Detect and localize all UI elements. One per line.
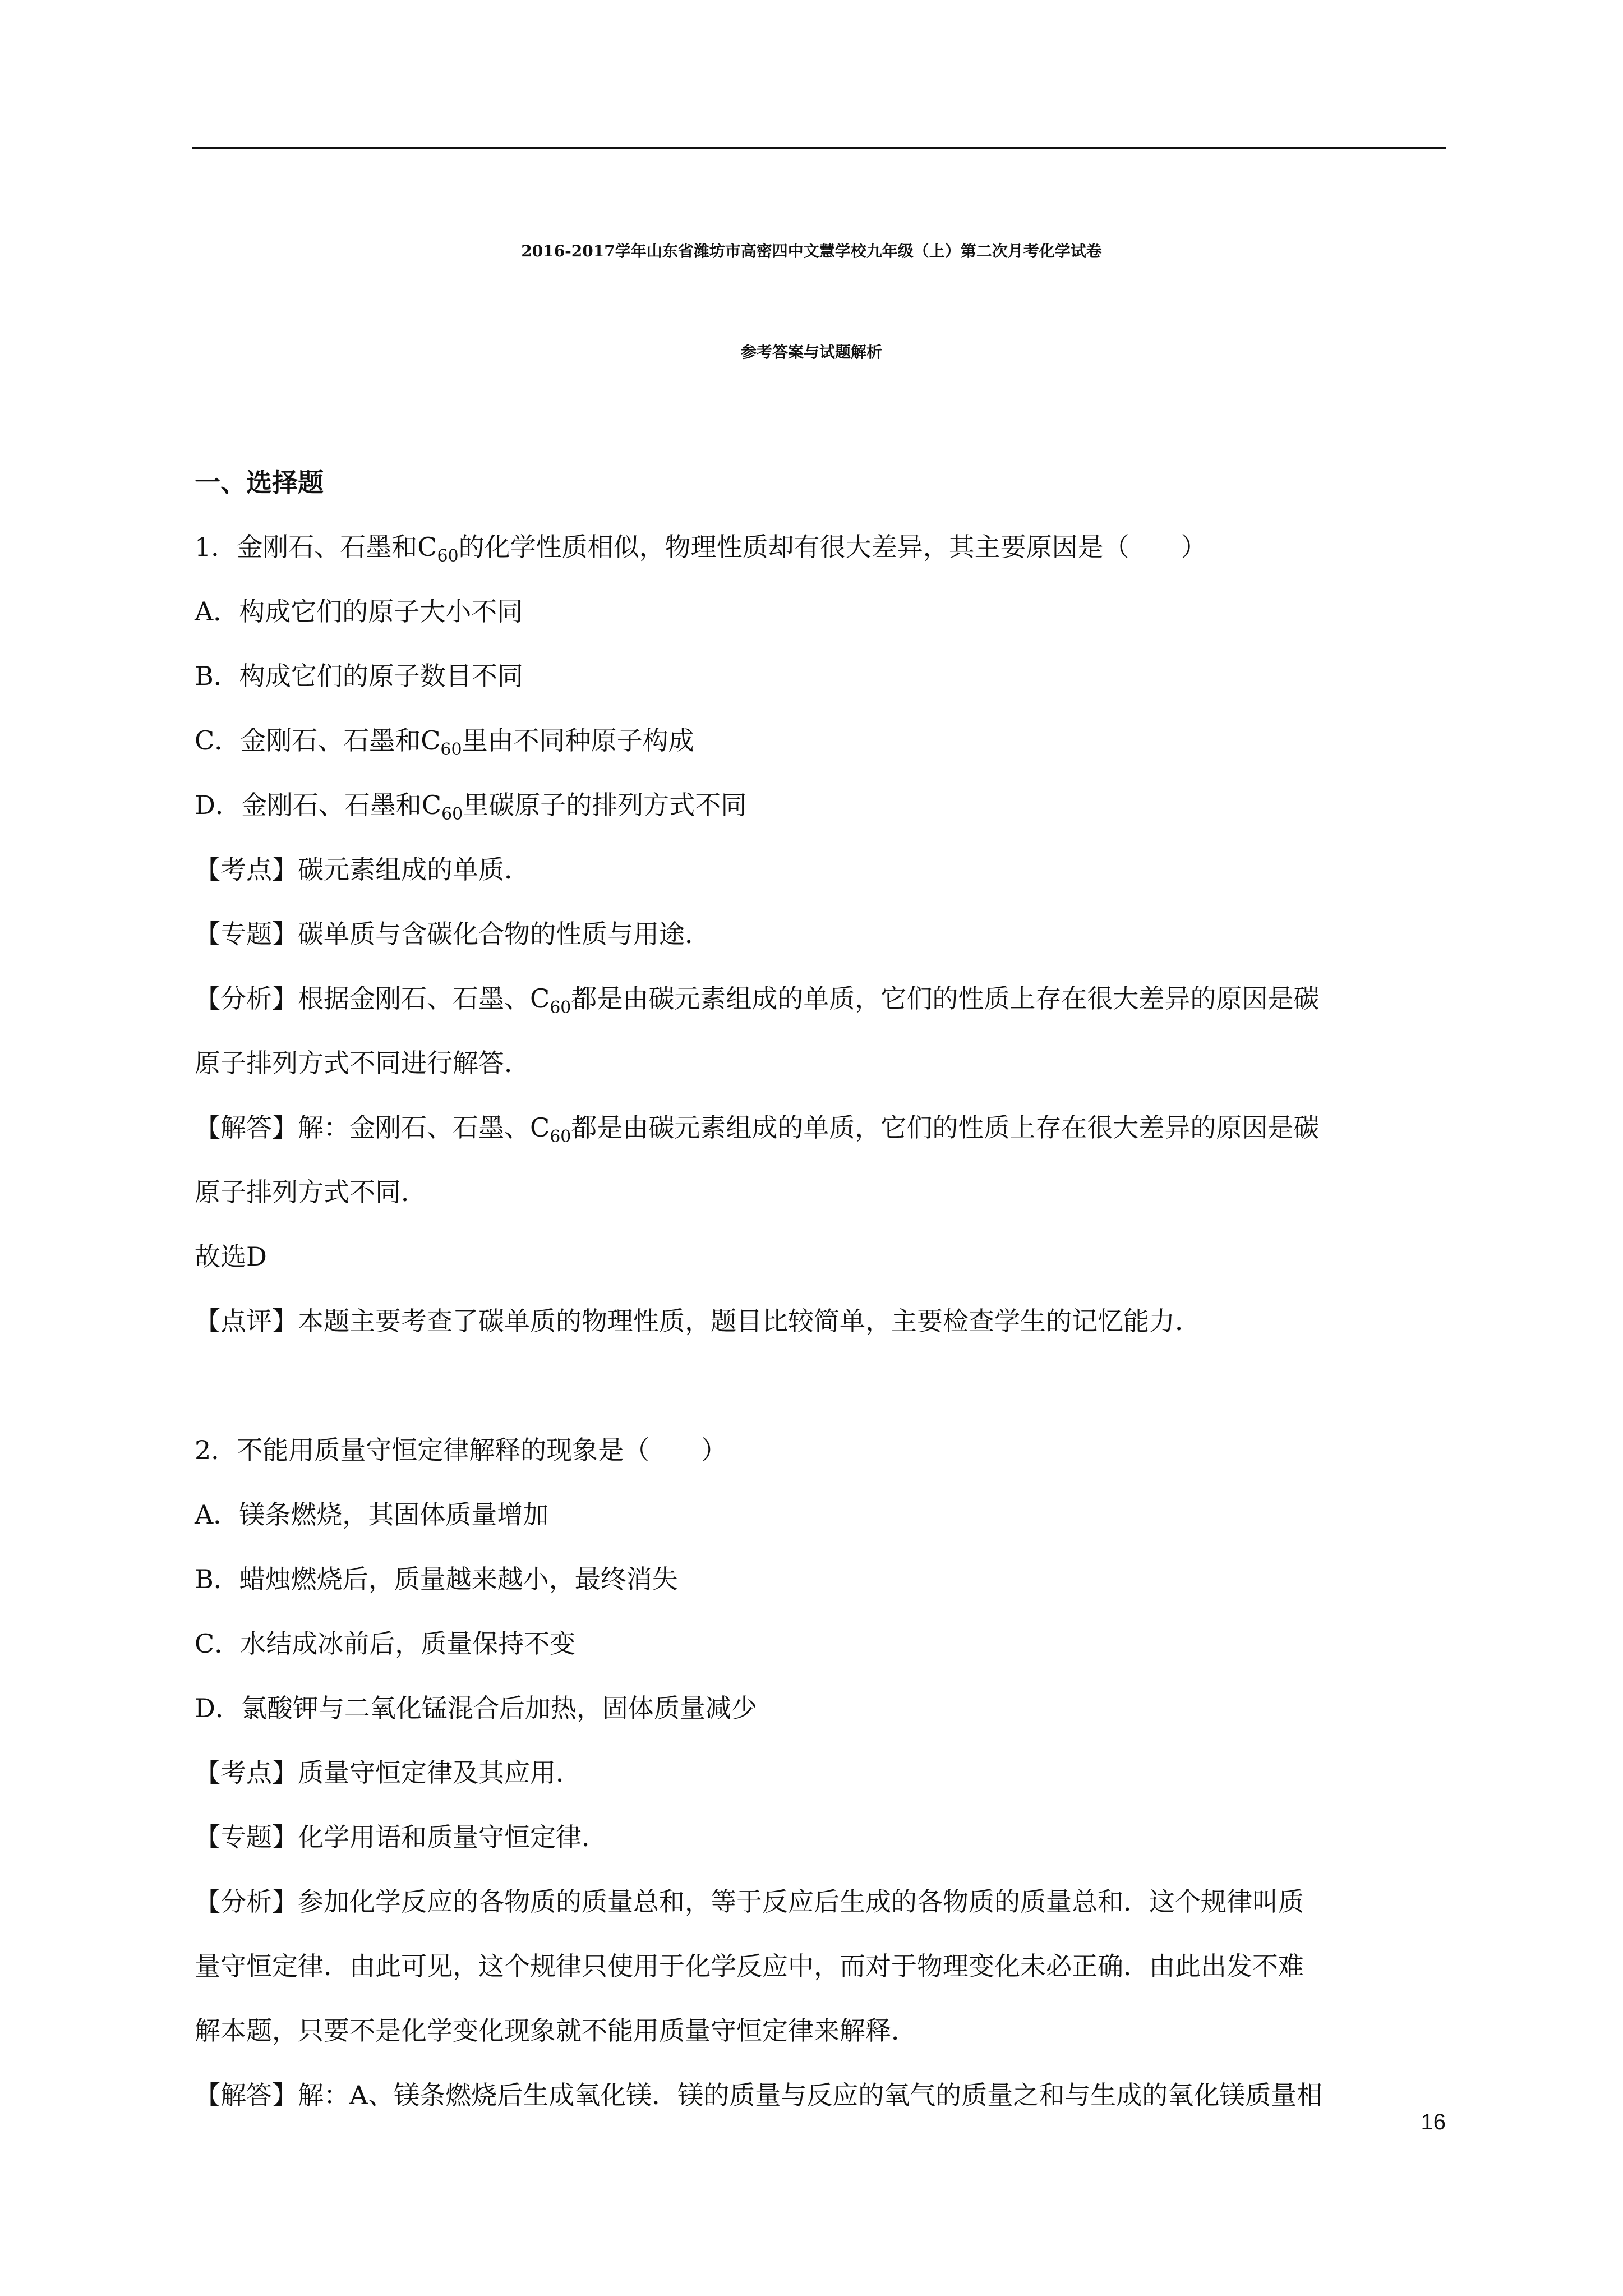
q2-fenxi-cont-1: 量守恒定律．由此可见，这个规律只使用于化学反应中，而对于物理变化未必正确．由此出发不难 <box>195 1951 1304 1981</box>
document-subtitle: 参考答案与试题解析 <box>740 343 882 361</box>
q2-option-b: B．蜡烛燃烧后，质量越来越小，最终消失 <box>195 1564 678 1594</box>
q1-option-b: B．构成它们的原子数目不同 <box>195 661 523 691</box>
q1-fenxi: 【分析】根据金刚石、石墨、$C_{60}$都是由碳元素组成的单质，它们的性质上存在很大差异的原因是碳 <box>195 983 1320 1018</box>
document-title: 2016-2017学年山东省潍坊市高密四中文慧学校九年级（上）第二次月考化学试卷 <box>521 242 1102 260</box>
q1-option-d: D．金刚石、石墨和$C_{60}$里碳原子的排列方式不同 <box>195 790 747 824</box>
q1-stem: 1．金刚石、石墨和$C_{60}$的化学性质相似，物理性质却有很大差异，其主要原因是（ ） <box>195 532 1207 566</box>
q1-jieda: 【解答】解：金刚石、石墨、$C_{60}$都是由碳元素组成的单质，它们的性质上存在很大差异的原因是碳 <box>195 1112 1320 1147</box>
q2-jieda: 【解答】解：A、镁条燃烧后生成氧化镁．镁的质量与反应的氧气的质量之和与生成的氧化镁质量相 <box>195 2080 1323 2110</box>
q2-fenxi: 【分析】参加化学反应的各物质的质量总和，等于反应后生成的各物质的质量总和．这个规律叫质 <box>195 1887 1304 1917</box>
page-number: 16 <box>1421 2110 1446 2134</box>
q1-jieda-cont: 原子排列方式不同． <box>195 1177 427 1207</box>
header-rule <box>192 147 1446 149</box>
q1-fenxi-cont: 原子排列方式不同进行解答． <box>195 1048 530 1078</box>
q1-answer: 故选D <box>195 1241 267 1272</box>
q2-zhuanti: 【专题】化学用语和质量守恒定律． <box>195 1822 607 1852</box>
q2-option-a: A．镁条燃烧，其固体质量增加 <box>195 1499 549 1530</box>
section-heading: 一、选择题 <box>195 467 324 498</box>
q1-option-c: C．金刚石、石墨和$C_{60}$里由不同种原子构成 <box>195 725 694 760</box>
q1-kaodian: 【考点】碳元素组成的单质． <box>195 854 530 885</box>
q2-option-d: D．氯酸钾与二氧化锰混合后加热，固体质量减少 <box>195 1693 757 1723</box>
q1-dianping: 【点评】本题主要考查了碳单质的物理性质，题目比较简单，主要检查学生的记忆能力． <box>195 1306 1201 1336</box>
q2-fenxi-cont-2: 解本题，只要不是化学变化现象就不能用质量守恒定律来解释． <box>195 2016 917 2046</box>
q2-stem: 2．不能用质量守恒定律解释的现象是（ ） <box>195 1435 727 1465</box>
q2-kaodian: 【考点】质量守恒定律及其应用． <box>195 1757 582 1788</box>
q1-zhuanti: 【专题】碳单质与含碳化合物的性质与用途． <box>195 919 711 949</box>
q2-option-c: C．水结成冰前后，质量保持不变 <box>195 1628 576 1659</box>
q1-option-a: A．构成它们的原子大小不同 <box>195 596 523 627</box>
